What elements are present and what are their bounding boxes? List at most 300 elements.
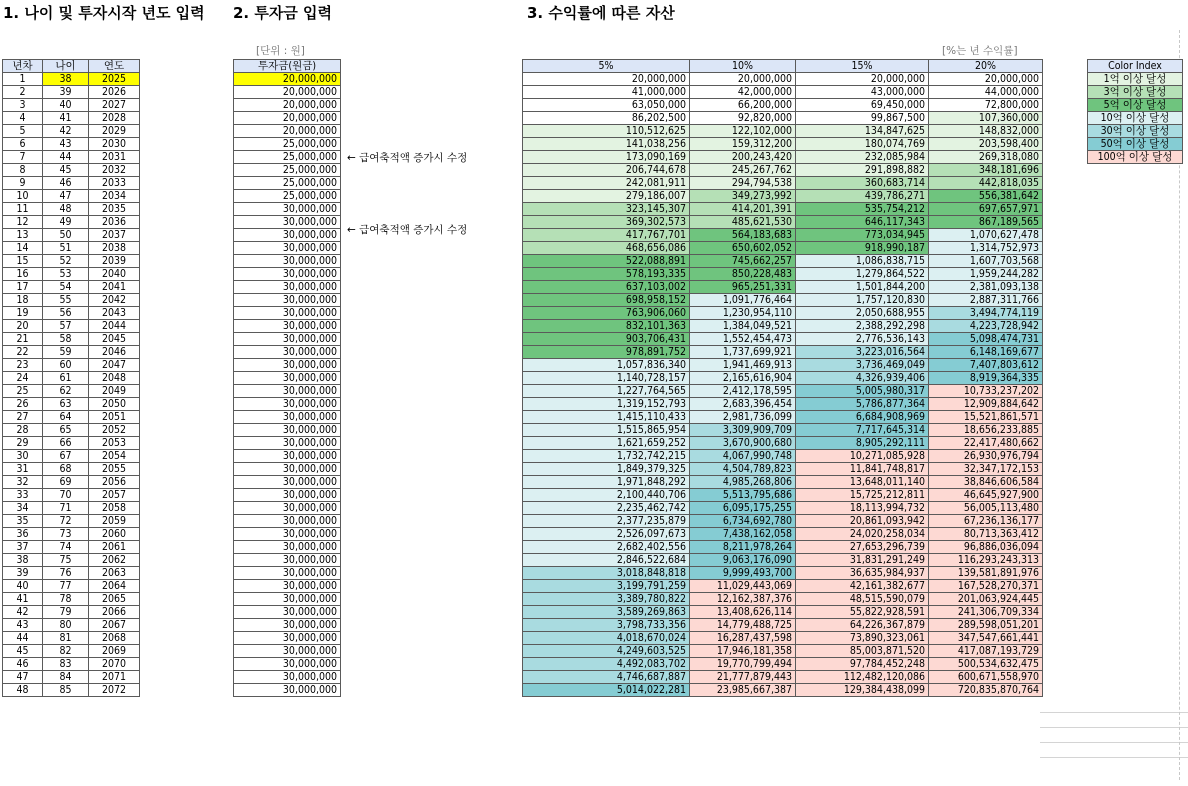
asset-cell-15: 6,684,908,969 [796,411,929,424]
asset-cell-10: 1,941,469,913 [690,359,796,372]
asset-cell-15: 232,085,984 [796,151,929,164]
asset-cell-15: 4,326,939,406 [796,372,929,385]
table-row [3,294,140,307]
calendar-year-cell: 2031 [89,151,140,164]
table-row [234,541,341,554]
year-cell: 16 [3,268,43,281]
asset-cell-5: 1,515,865,954 [523,424,690,437]
asset-cell-10: 2,981,736,099 [690,411,796,424]
age-cell: 51 [43,242,89,255]
calendar-year-cell: 2068 [89,632,140,645]
asset-cell-5: 3,389,780,822 [523,593,690,606]
table-row [3,684,140,697]
asset-cell-5: 578,193,335 [523,268,690,281]
header-rate-10: 10% [690,60,796,73]
asset-cell-10: 294,794,538 [690,177,796,190]
asset-cell-20: 4,223,728,942 [929,320,1043,333]
asset-cell-5: 20,000,000 [523,73,690,86]
age-cell: 39 [43,86,89,99]
year-cell: 17 [3,281,43,294]
table-row [234,138,341,151]
table-row [234,593,341,606]
year-cell: 14 [3,242,43,255]
investment-cell: 30,000,000 [234,281,341,294]
asset-cell-15: 24,020,258,034 [796,528,929,541]
asset-cell-15: 535,754,212 [796,203,929,216]
age-cell: 49 [43,216,89,229]
asset-cell-20: 8,919,364,335 [929,372,1043,385]
table-row [234,684,341,697]
calendar-year-cell: 2065 [89,593,140,606]
table-row [3,580,140,593]
table-row [523,671,1043,684]
calendar-year-cell: 2034 [89,190,140,203]
investment-cell: 30,000,000 [234,541,341,554]
age-cell: 78 [43,593,89,606]
table-row [523,112,1043,125]
asset-cell-10: 12,162,387,376 [690,593,796,606]
year-cell: 4 [3,112,43,125]
calendar-year-cell: 2033 [89,177,140,190]
calendar-year-cell: 2040 [89,268,140,281]
table-row [3,112,140,125]
calendar-year-cell: 2025 [89,73,140,86]
table-row [523,619,1043,632]
table-row [234,658,341,671]
table-row [234,502,341,515]
calendar-year-cell: 2052 [89,424,140,437]
asset-cell-15: 773,034,945 [796,229,929,242]
asset-cell-15: 646,117,343 [796,216,929,229]
section2-title: 2. 투자금 입력 [233,4,333,22]
asset-cell-20: 167,528,270,371 [929,580,1043,593]
asset-cell-5: 1,849,379,325 [523,463,690,476]
asset-cell-20: 5,098,474,731 [929,333,1043,346]
table-row [3,567,140,580]
asset-cell-20: 720,835,870,764 [929,684,1043,697]
asset-cell-10: 16,287,437,598 [690,632,796,645]
asset-cell-10: 9,999,493,700 [690,567,796,580]
table-row [234,346,341,359]
table-row [523,190,1043,203]
asset-cell-5: 279,186,007 [523,190,690,203]
table-row [523,359,1043,372]
asset-cell-20: 32,347,172,153 [929,463,1043,476]
legend-item-10eok: 10억 이상 달성 [1088,112,1183,125]
investment-cell: 30,000,000 [234,580,341,593]
asset-cell-10: 485,621,530 [690,216,796,229]
asset-cell-10: 6,734,692,780 [690,515,796,528]
table-row [3,151,140,164]
table-row [234,567,341,580]
investment-table [233,59,341,697]
calendar-year-cell: 2036 [89,216,140,229]
asset-cell-15: 439,786,271 [796,190,929,203]
calendar-year-cell: 2070 [89,658,140,671]
asset-cell-5: 110,512,625 [523,125,690,138]
year-cell: 33 [3,489,43,502]
calendar-year-cell: 2045 [89,333,140,346]
table-row [234,476,341,489]
calendar-year-cell: 2054 [89,450,140,463]
investment-cell: 30,000,000 [234,463,341,476]
investment-cell: 20,000,000 [234,86,341,99]
asset-cell-10: 3,670,900,680 [690,437,796,450]
investment-cell: 30,000,000 [234,437,341,450]
age-cell: 45 [43,164,89,177]
investment-cell: 30,000,000 [234,242,341,255]
asset-by-return-table [522,59,1043,697]
age-cell: 58 [43,333,89,346]
asset-cell-20: 12,909,884,642 [929,398,1043,411]
age-cell: 71 [43,502,89,515]
year-cell: 39 [3,567,43,580]
table-row [234,424,341,437]
table-row [523,528,1043,541]
year-cell: 28 [3,424,43,437]
asset-cell-15: 8,905,292,111 [796,437,929,450]
investment-cell: 30,000,000 [234,229,341,242]
table-row [3,86,140,99]
table-row [234,489,341,502]
table-row [523,203,1043,216]
table-row [234,307,341,320]
investment-cell: 25,000,000 [234,190,341,203]
year-cell: 44 [3,632,43,645]
asset-cell-15: 20,000,000 [796,73,929,86]
year-cell: 25 [3,385,43,398]
asset-cell-10: 42,000,000 [690,86,796,99]
asset-cell-5: 2,235,462,742 [523,502,690,515]
age-cell: 43 [43,138,89,151]
asset-cell-5: 522,088,891 [523,255,690,268]
age-cell: 64 [43,411,89,424]
asset-cell-15: 13,648,011,140 [796,476,929,489]
age-cell: 73 [43,528,89,541]
asset-cell-10: 850,228,483 [690,268,796,281]
investment-cell: 20,000,000 [234,99,341,112]
asset-cell-15: 134,847,625 [796,125,929,138]
table-row [523,73,1043,86]
table-row [523,138,1043,151]
asset-cell-10: 4,067,990,748 [690,450,796,463]
investment-cell: 25,000,000 [234,164,341,177]
year-cell: 43 [3,619,43,632]
calendar-year-cell: 2030 [89,138,140,151]
table-row [234,294,341,307]
asset-cell-15: 97,784,452,248 [796,658,929,671]
year-cell: 38 [3,554,43,567]
asset-cell-15: 15,725,212,811 [796,489,929,502]
table-row [234,515,341,528]
calendar-year-cell: 2050 [89,398,140,411]
asset-cell-15: 55,822,928,591 [796,606,929,619]
age-cell: 61 [43,372,89,385]
age-cell: 75 [43,554,89,567]
year-cell: 42 [3,606,43,619]
calendar-year-cell: 2048 [89,372,140,385]
table-row [523,411,1043,424]
asset-cell-15: 3,223,016,564 [796,346,929,359]
asset-cell-10: 9,063,176,090 [690,554,796,567]
asset-cell-15: 1,086,838,715 [796,255,929,268]
table-row [234,528,341,541]
asset-cell-15: 1,501,844,200 [796,281,929,294]
table-row [3,125,140,138]
table-row [523,177,1043,190]
calendar-year-cell: 2038 [89,242,140,255]
calendar-year-cell: 2063 [89,567,140,580]
asset-cell-15: 69,450,000 [796,99,929,112]
legend-item-50eok: 50억 이상 달성 [1088,138,1183,151]
asset-cell-20: 20,000,000 [929,73,1043,86]
calendar-year-cell: 2069 [89,645,140,658]
table-row [234,580,341,593]
asset-cell-20: 116,293,243,313 [929,554,1043,567]
asset-cell-20: 3,494,774,119 [929,307,1043,320]
year-cell: 23 [3,359,43,372]
investment-cell: 30,000,000 [234,554,341,567]
asset-cell-15: 64,226,367,879 [796,619,929,632]
table-row [3,385,140,398]
table-row [523,541,1043,554]
calendar-year-cell: 2046 [89,346,140,359]
asset-cell-10: 5,513,795,686 [690,489,796,502]
asset-cell-5: 2,377,235,879 [523,515,690,528]
table-row [523,164,1043,177]
year-cell: 5 [3,125,43,138]
calendar-year-cell: 2055 [89,463,140,476]
table-row [3,463,140,476]
table-row [234,645,341,658]
table-row [3,398,140,411]
table-row [523,398,1043,411]
investment-cell: 30,000,000 [234,528,341,541]
legend-item-3eok: 3억 이상 달성 [1088,86,1183,99]
investment-cell: 30,000,000 [234,424,341,437]
asset-cell-20: 241,306,709,334 [929,606,1043,619]
asset-cell-10: 122,102,000 [690,125,796,138]
asset-cell-5: 763,906,060 [523,307,690,320]
asset-cell-20: 148,832,000 [929,125,1043,138]
asset-cell-10: 200,243,420 [690,151,796,164]
asset-cell-15: 360,683,714 [796,177,929,190]
asset-cell-5: 637,103,002 [523,281,690,294]
table-row [3,671,140,684]
header-rate-5: 5% [523,60,690,73]
asset-cell-10: 20,000,000 [690,73,796,86]
asset-cell-10: 19,770,799,494 [690,658,796,671]
header-year-index: 년차 [3,60,43,73]
asset-cell-15: 1,757,120,830 [796,294,929,307]
asset-cell-10: 2,165,616,904 [690,372,796,385]
asset-cell-15: 5,005,980,317 [796,385,929,398]
table-row [3,268,140,281]
age-cell: 62 [43,385,89,398]
age-cell: 74 [43,541,89,554]
table-row [523,554,1043,567]
asset-cell-15: 48,515,590,079 [796,593,929,606]
table-row [523,333,1043,346]
table-row [3,320,140,333]
age-cell: 48 [43,203,89,216]
asset-cell-20: 2,887,311,766 [929,294,1043,307]
investment-cell: 30,000,000 [234,333,341,346]
asset-cell-20: 1,607,703,568 [929,255,1043,268]
age-cell: 68 [43,463,89,476]
asset-cell-20: 417,087,193,729 [929,645,1043,658]
asset-cell-10: 17,946,181,358 [690,645,796,658]
table-row [3,541,140,554]
year-cell: 15 [3,255,43,268]
age-cell: 80 [43,619,89,632]
table-row [3,437,140,450]
table-row [3,606,140,619]
year-cell: 24 [3,372,43,385]
calendar-year-cell: 2053 [89,437,140,450]
asset-cell-20: 2,381,093,138 [929,281,1043,294]
calendar-year-cell: 2061 [89,541,140,554]
year-cell: 6 [3,138,43,151]
table-row [3,242,140,255]
table-row [523,645,1043,658]
asset-cell-10: 965,251,331 [690,281,796,294]
asset-cell-10: 66,200,000 [690,99,796,112]
investment-change-note-2: ← 급여축적액 증가시 수정 [347,224,468,236]
table-row [3,411,140,424]
asset-cell-5: 4,018,670,024 [523,632,690,645]
investment-cell: 30,000,000 [234,320,341,333]
table-row [234,216,341,229]
asset-cell-10: 159,312,200 [690,138,796,151]
table-row [523,86,1043,99]
table-row [523,515,1043,528]
age-cell: 56 [43,307,89,320]
asset-cell-20: 18,656,233,885 [929,424,1043,437]
calendar-year-cell: 2049 [89,385,140,398]
table-row [234,411,341,424]
calendar-year-cell: 2057 [89,489,140,502]
asset-cell-10: 1,552,454,473 [690,333,796,346]
asset-cell-10: 11,029,443,069 [690,580,796,593]
table-row [3,476,140,489]
table-row [523,307,1043,320]
table-row [3,424,140,437]
asset-cell-10: 92,820,000 [690,112,796,125]
table-row [234,398,341,411]
investment-cell: 30,000,000 [234,645,341,658]
asset-cell-10: 4,985,268,806 [690,476,796,489]
legend-item-30eok: 30억 이상 달성 [1088,125,1183,138]
table-row [3,554,140,567]
table-row [3,307,140,320]
calendar-year-cell: 2035 [89,203,140,216]
calendar-year-cell: 2029 [89,125,140,138]
table-row [234,359,341,372]
table-row [234,112,341,125]
asset-cell-5: 2,846,522,684 [523,554,690,567]
table-row [234,320,341,333]
table-row [523,567,1043,580]
table-row [3,216,140,229]
asset-cell-5: 1,415,110,433 [523,411,690,424]
asset-cell-15: 99,867,500 [796,112,929,125]
asset-cell-20: 7,407,803,612 [929,359,1043,372]
asset-cell-10: 1,384,049,521 [690,320,796,333]
investment-cell: 30,000,000 [234,359,341,372]
asset-cell-10: 1,230,954,110 [690,307,796,320]
asset-cell-20: 697,657,971 [929,203,1043,216]
age-cell: 55 [43,294,89,307]
age-cell: 81 [43,632,89,645]
asset-cell-10: 13,408,626,114 [690,606,796,619]
age-cell: 70 [43,489,89,502]
age-cell: 60 [43,359,89,372]
table-row [234,671,341,684]
asset-cell-15: 27,653,296,739 [796,541,929,554]
table-row [234,164,341,177]
asset-cell-5: 4,492,083,702 [523,658,690,671]
asset-cell-10: 6,095,175,255 [690,502,796,515]
investment-cell: 30,000,000 [234,411,341,424]
table-row [523,424,1043,437]
asset-cell-10: 4,504,789,823 [690,463,796,476]
age-cell: 63 [43,398,89,411]
table-row [234,86,341,99]
asset-cell-5: 1,057,836,340 [523,359,690,372]
table-row [523,216,1043,229]
age-cell: 40 [43,99,89,112]
asset-cell-20: 201,063,924,445 [929,593,1043,606]
age-cell: 42 [43,125,89,138]
table-row [523,99,1043,112]
table-row [3,450,140,463]
asset-cell-5: 206,744,678 [523,164,690,177]
asset-cell-15: 1,279,864,522 [796,268,929,281]
asset-cell-10: 23,985,667,387 [690,684,796,697]
calendar-year-cell: 2059 [89,515,140,528]
table-row [523,281,1043,294]
calendar-year-cell: 2056 [89,476,140,489]
asset-cell-20: 1,959,244,282 [929,268,1043,281]
asset-cell-10: 414,201,391 [690,203,796,216]
asset-cell-20: 67,236,136,177 [929,515,1043,528]
asset-cell-20: 22,417,480,662 [929,437,1043,450]
table-row [3,203,140,216]
asset-cell-20: 867,189,565 [929,216,1043,229]
table-row [523,255,1043,268]
asset-cell-15: 180,074,769 [796,138,929,151]
table-row [234,450,341,463]
calendar-year-cell: 2026 [89,86,140,99]
year-cell: 10 [3,190,43,203]
asset-cell-5: 1,732,742,215 [523,450,690,463]
age-cell: 83 [43,658,89,671]
calendar-year-cell: 2027 [89,99,140,112]
table-row [3,502,140,515]
year-cell: 27 [3,411,43,424]
investment-cell: 30,000,000 [234,684,341,697]
asset-cell-10: 14,779,488,725 [690,619,796,632]
age-cell: 44 [43,151,89,164]
year-cell: 46 [3,658,43,671]
asset-cell-10: 349,273,992 [690,190,796,203]
table-row [3,177,140,190]
age-cell: 53 [43,268,89,281]
table-row [234,554,341,567]
table-row [523,489,1043,502]
asset-cell-15: 918,990,187 [796,242,929,255]
